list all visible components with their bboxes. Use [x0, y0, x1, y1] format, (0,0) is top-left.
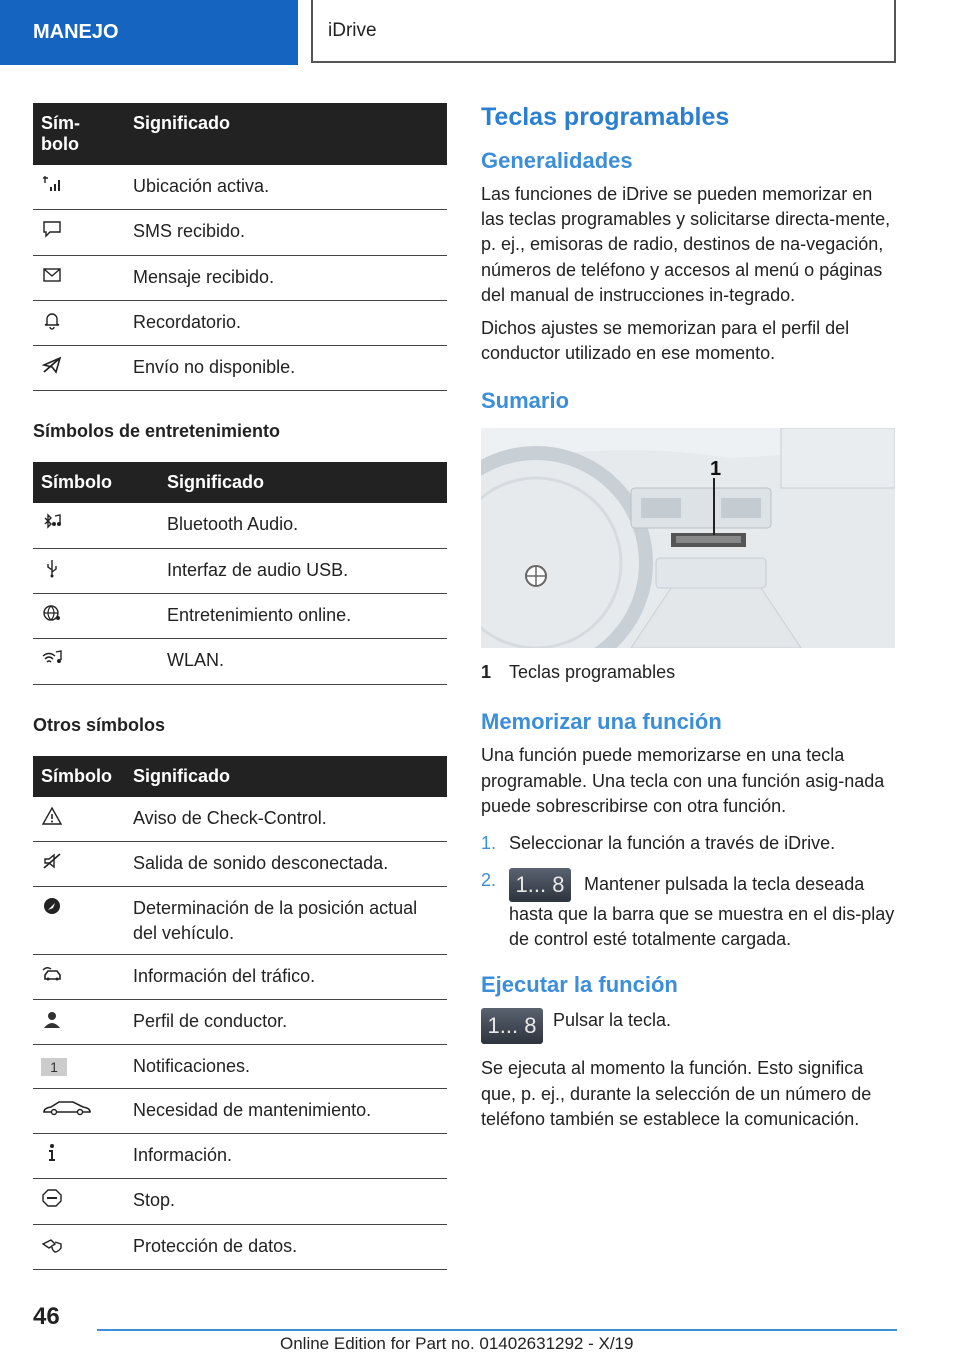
table-row: [33, 1134, 447, 1179]
dashboard-illustration: [481, 428, 895, 648]
data-privacy-icon: [41, 1234, 63, 1254]
table-row: [33, 594, 447, 639]
table-row: [33, 797, 447, 842]
page-number: 46: [33, 1303, 60, 1330]
favorite-key-icon: 1... 8: [481, 1008, 543, 1044]
image-caption: [481, 662, 895, 683]
sms-icon: [41, 219, 63, 239]
row-text: Envío no disponible.: [125, 346, 447, 391]
list-item: [481, 868, 895, 952]
traffic-icon: [41, 964, 63, 984]
col-meaning: Significado: [159, 462, 447, 503]
col-symbol: Sím-bolo: [33, 103, 125, 165]
table-row: [33, 841, 447, 886]
table-row: [33, 503, 447, 548]
row-text: WLAN.: [159, 639, 447, 684]
table-row: [33, 165, 447, 210]
left-column: [33, 103, 447, 1270]
row-text: Perfil de conductor.: [125, 1000, 447, 1045]
table-row: [33, 887, 447, 955]
table-row: [33, 1224, 447, 1269]
favorite-key-icon: 1... 8: [509, 868, 571, 902]
online-entertainment-icon: [41, 603, 63, 623]
col-symbol: Símbolo: [33, 756, 125, 797]
table-row: [33, 1000, 447, 1045]
table-row: [33, 548, 447, 593]
row-text: Stop.: [125, 1179, 447, 1224]
table-row: [33, 954, 447, 999]
car-service-icon: [41, 1098, 93, 1118]
row-text: Mensaje recibido.: [125, 255, 447, 300]
footer-edition: Online Edition for Part no. 01402631292 - X/19: [280, 1334, 634, 1353]
row-text: Salida de sonido desconectada.: [125, 841, 447, 886]
generalidades-heading: Generalidades: [481, 148, 633, 173]
row-text: Ubicación activa.: [125, 165, 447, 210]
step-text: Seleccionar la función a través de iDrive.: [509, 832, 836, 853]
col-meaning: Significado: [125, 756, 447, 797]
info-icon: [41, 1143, 63, 1163]
row-text: Información del tráfico.: [125, 954, 447, 999]
caption-number: 1: [481, 662, 492, 683]
table-row: [33, 255, 447, 300]
ejecutar-row: [481, 1008, 895, 1044]
row-text: Necesidad de mantenimiento.: [125, 1088, 447, 1133]
table-row: [33, 346, 447, 391]
table-row: [33, 210, 447, 255]
table-row: [33, 1088, 447, 1133]
bell-icon: [41, 310, 63, 330]
position-icon: [41, 896, 63, 916]
page-title: Teclas programables: [481, 103, 730, 131]
symbols-table-status: [33, 103, 447, 391]
col-symbol: Símbolo: [33, 462, 159, 503]
row-text: SMS recibido.: [125, 210, 447, 255]
mail-icon: [41, 265, 63, 285]
symbols-table-entertainment: [33, 462, 447, 684]
ejecutar-paragraph: Se ejecuta al momento la función. Esto significa que, p. ej., durante la selección de un número de teléfono también se establece la comunicación.: [481, 1058, 872, 1129]
mute-icon: [41, 851, 63, 871]
memorizar-heading: Memorizar una función: [481, 709, 722, 735]
col-meaning: Significado: [125, 103, 447, 165]
callout-label: 1: [710, 458, 722, 481]
bluetooth-audio-icon: [41, 512, 63, 532]
row-text: Bluetooth Audio.: [159, 503, 447, 548]
wlan-icon: [41, 648, 63, 668]
generalidades-paragraph-1: Las funciones de iDrive se pueden memorizar en las teclas programables y solicitarse directa-mente, p. ej., emisoras de radio, destinos de na-vegación, números de teléfono y accesos al menú o páginas del manual de instrucciones in-tegrado.: [481, 184, 891, 305]
symbols-table-others: [33, 756, 447, 1270]
row-text: Protección de datos.: [125, 1224, 447, 1269]
header-section: MANEJO: [0, 0, 298, 65]
table-row: [33, 639, 447, 684]
stop-icon: [41, 1188, 63, 1208]
table-row: [33, 1179, 447, 1224]
memorizar-steps: [481, 831, 895, 953]
others-heading: Otros símbolos: [33, 714, 166, 735]
right-column: [481, 103, 895, 1140]
step-number: 2.: [481, 870, 497, 891]
ejecutar-heading: Ejecutar la función: [481, 972, 678, 998]
row-text: Interfaz de audio USB.: [159, 548, 447, 593]
table-row: [33, 1045, 447, 1088]
warning-icon: [41, 806, 63, 826]
header-chapter: iDrive: [311, 0, 896, 63]
row-text: Aviso de Check-Control.: [125, 797, 447, 842]
usb-icon: [41, 558, 63, 578]
step-number: 1.: [481, 832, 497, 853]
signal-icon: [41, 174, 63, 194]
list-item: [481, 831, 895, 856]
row-text: Notificaciones.: [125, 1045, 447, 1088]
caption-text: Teclas programables: [509, 662, 676, 683]
generalidades-paragraph-2: Dichos ajustes se memorizan para el perfil del conductor utilizado en ese momento.: [481, 317, 850, 364]
memorizar-paragraph: Una función puede memorizarse en una tecla programable. Una tecla con una función asig-nada puede sobrescribirse con otra función.: [481, 745, 885, 816]
ejecutar-instruction: Pulsar la tecla.: [553, 1010, 672, 1031]
footer-divider: [97, 1329, 897, 1331]
row-text: Determinación de la posición actual del vehículo.: [125, 887, 447, 955]
driver-profile-icon: [41, 1009, 63, 1029]
row-text: Entretenimiento online.: [159, 594, 447, 639]
send-off-icon: [41, 355, 63, 375]
entertainment-heading: Símbolos de entretenimiento: [33, 421, 281, 442]
row-text: Recordatorio.: [125, 300, 447, 345]
sumario-heading: Sumario: [481, 388, 570, 414]
table-row: [33, 300, 447, 345]
step-text: Mantener pulsada la tecla deseada hasta que la barra que se muestra en el dis-play de control esté totalmente cargada.: [509, 873, 895, 950]
dashboard-drawing: [481, 428, 895, 648]
row-text: Información.: [125, 1134, 447, 1179]
notification-icon: 1: [41, 1058, 67, 1076]
